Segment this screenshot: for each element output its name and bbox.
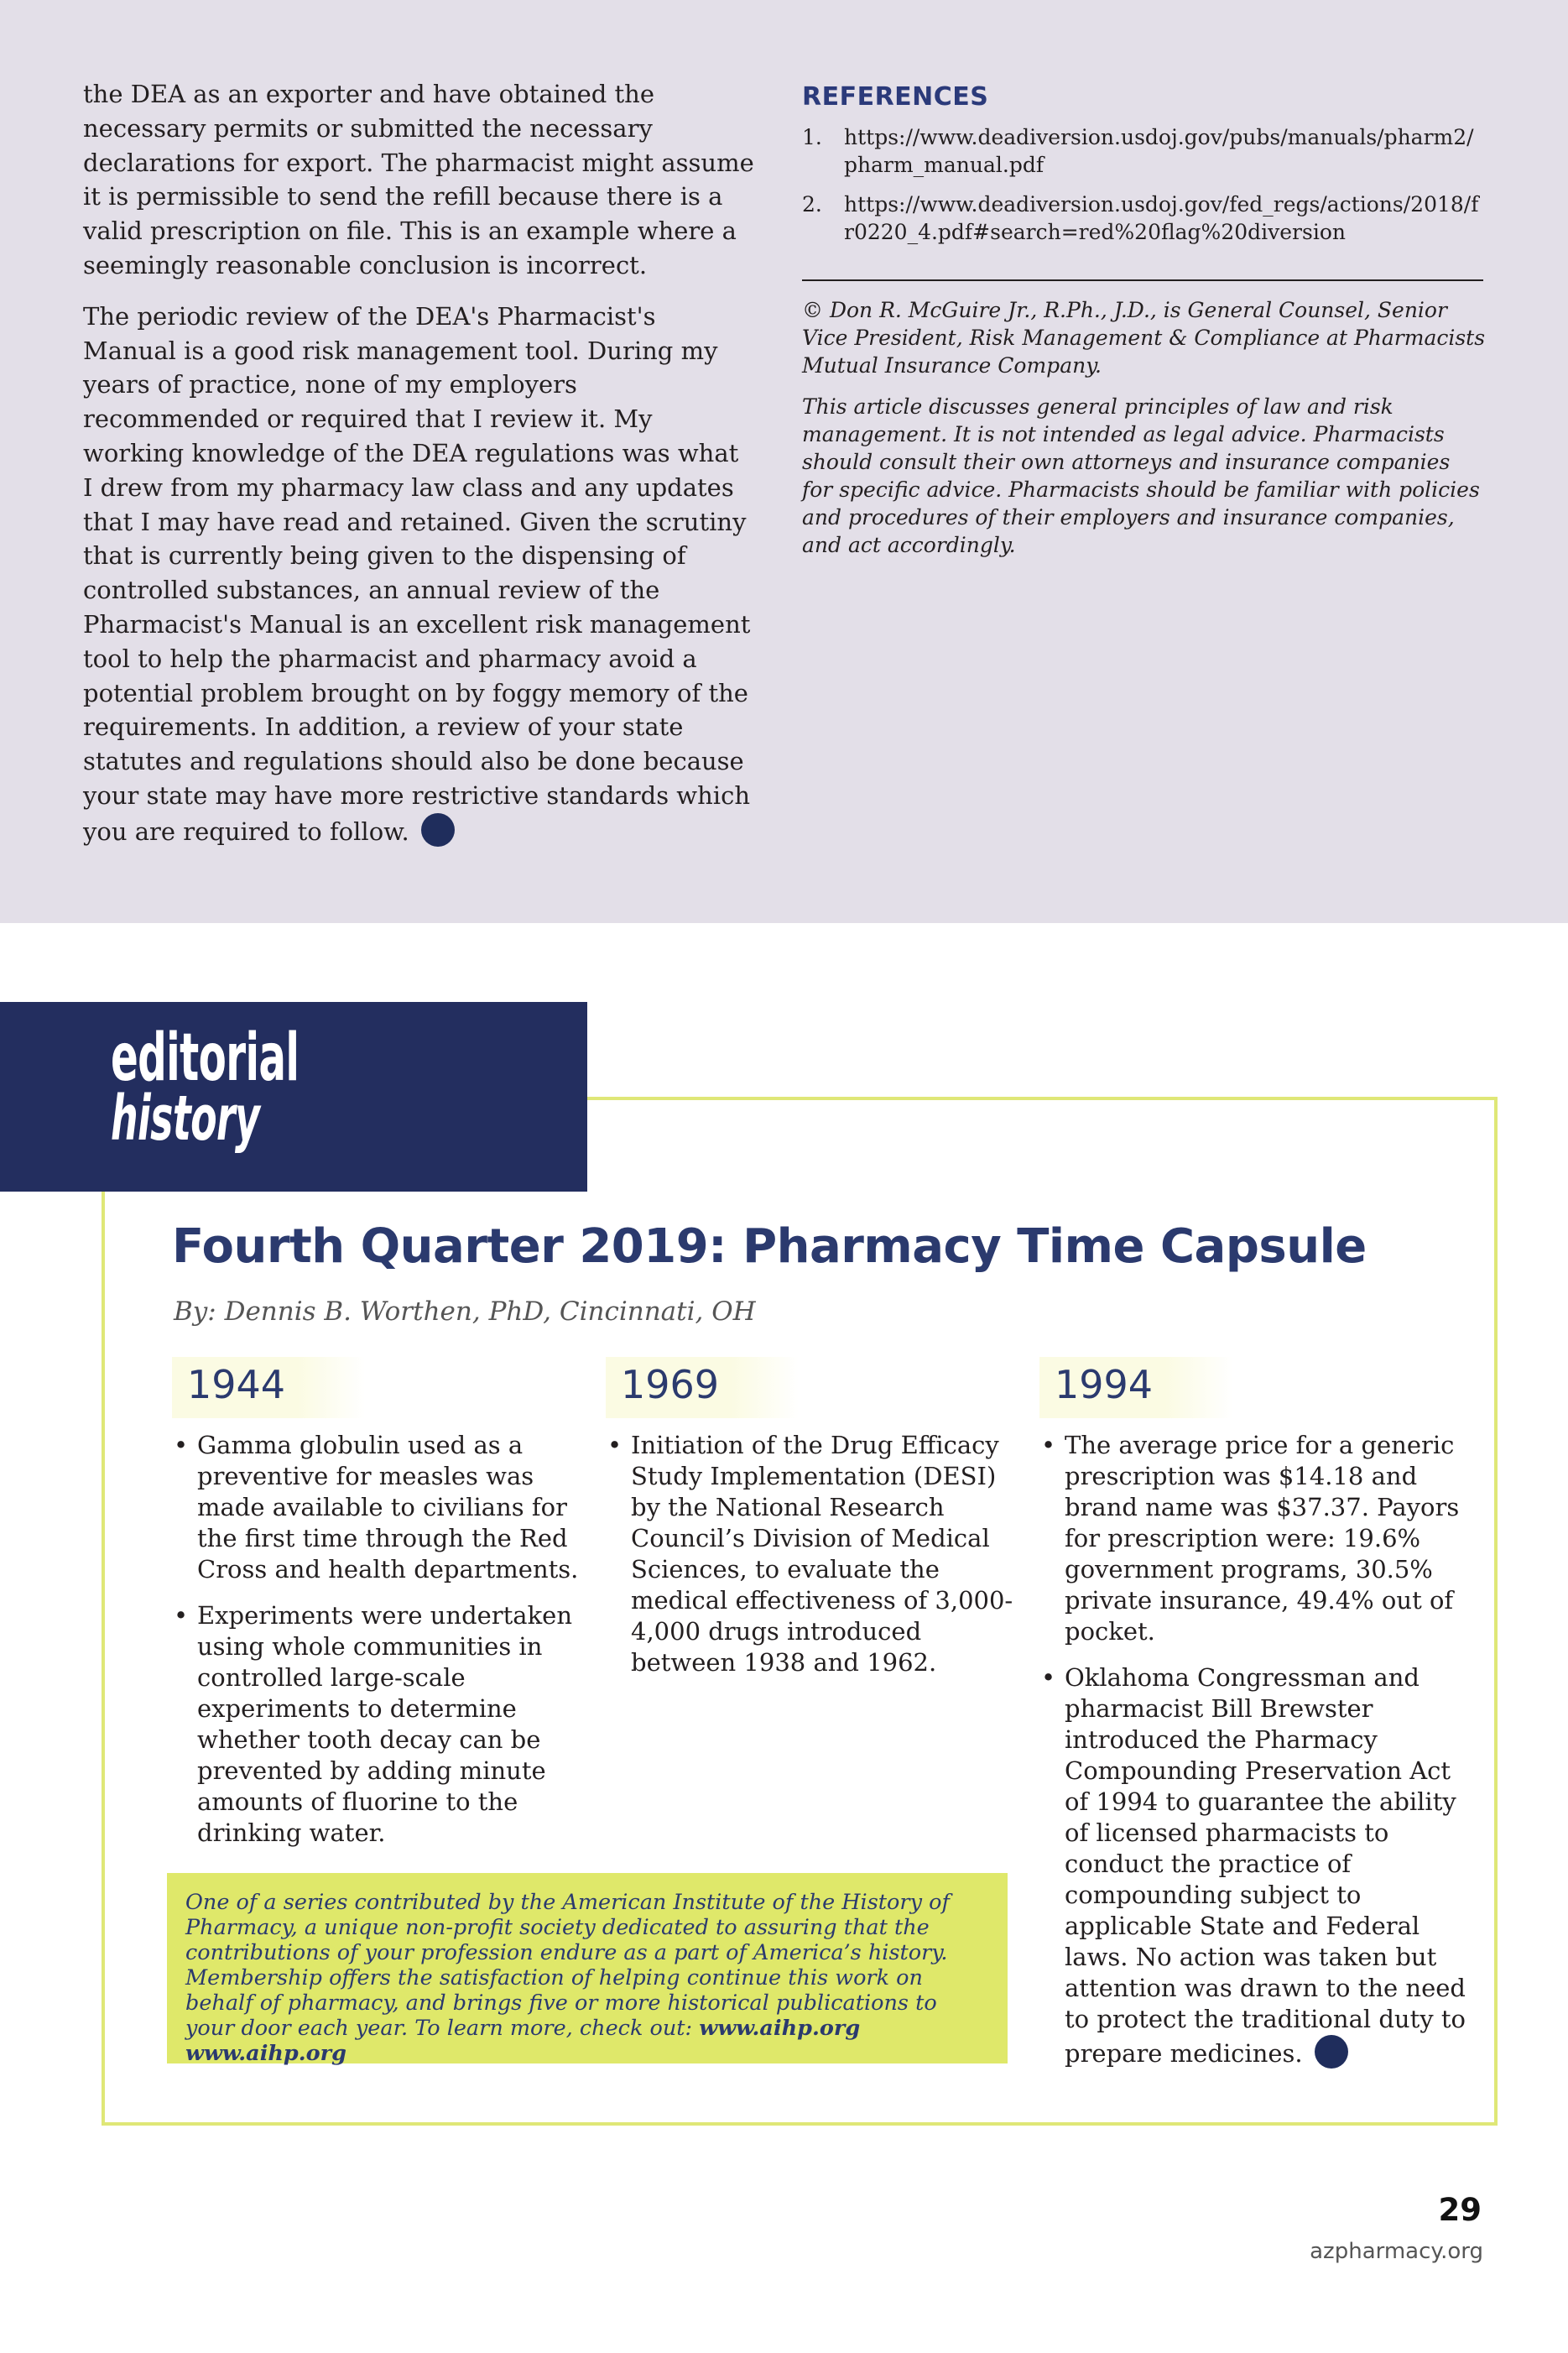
reference-number: 2. [802,192,822,217]
byline: By: Dennis B. Worthen, PhD, Cincinnati, OH [174,1296,756,1327]
year-column-1994 [1039,1357,1472,2084]
reference-url[interactable]: https://www.deadiversion.usdoj.gov/fed_regs/actions/2018/fr0220_4.pdf#search=red%20flag%20diversion [844,192,1479,244]
callout-link[interactable]: www.aihp.org www.aihp.org [185,2016,861,2066]
bullet-item: • The average price for a generic prescription was $14.18 and brand name was $37.37. Payors for prescription were: 19.6% government programs, 30.5% private insurance, 49.4% out of pocket. [1039,1430,1467,1647]
paragraph: the DEA as an exporter and have obtained the necessary permits or submitted the necessary declarations for export. The pharmacist might assume it is permissible to send the refill because there is a valid prescription on file. This is an example where a seemingly reasonable conclusion is incorrect. [83,80,754,279]
legal-disclaimer: This article discusses general principles of law and risk management. It is not intended as legal advice. Pharmacists should consult their own attorneys and insurance companies for specific advice. Pharmacists should be familiar with policies and procedures of their employers and insurance companies, and act accordingly. [802,394,1480,557]
bullet-text: Oklahoma Congressman and pharmacist Bill Brewster introduced the Pharmacy Compounding Preservation Act of 1994 to guarantee the ability of licensed pharmacists to conduct the practice of compounding subject to applicable State and Federal laws. No action was taken but attention was drawn to the need to protect the traditional duty to prepare medicines. [1065,1663,1466,2068]
reference-number: 1. [802,125,822,149]
divider-line [802,279,1483,281]
bullet-list [172,1430,604,1849]
bullet-item: • Gamma globulin used as a preventive for measles was made available to civilians for the first time through the Red Cross and health departments. [172,1430,591,1585]
site-url[interactable]: azpharmacy.org [1310,2239,1483,2264]
references-heading: REFERENCES [802,82,989,112]
aihp-callout-box [167,1873,1008,2066]
section-tag-line1: editorial [111,1020,300,1096]
section-tag-line2: history [111,1083,260,1155]
bullet-item: • Experiments were undertaken using whole communities in controlled large-scale experiments to determine whether tooth decay can be prevented by adding minute amounts of fluorine to the drinking water. [172,1600,591,1849]
section-tag [0,1002,587,1192]
year-column-1969 [606,1357,1038,1693]
references-list [802,123,1486,246]
year-label: 1944 [172,1357,365,1418]
bullet-item: • Initiation of the Drug Efficacy Study Implementation (DESI) by the National Research Council’s Division of Medical Sciences, to evaluate the medical effectiveness of 3,000-4,000 drugs introduced between 1938 and 1962. [606,1430,1025,1678]
callout-text: One of a series contributed by the American Institute of the History of Pharmacy, a unique non-profit society dedicated to assuring that the contributions of your profession endure as a part of America’s history. Membership offers the satisfaction of helping continue this work on behalf of pharmacy, and brings five or more historical publications to your door each year. To learn more, check out: [185,1890,950,2041]
bullet-list [1039,1430,1472,2069]
right-text-column [802,82,1486,559]
paragraph: The periodic review of the DEA's Pharmacist's Manual is a good risk management tool. During my years of practice, none of my employers recommended or required that I review it. My working knowledge of the DEA regulations was what I drew from my pharmacy law class and any updates that I may have read and retained. Given the scrutiny that is currently being given to the dispensing of controlled substances, an annual review of the Pharmacist's Manual is an excellent risk management tool to help the pharmacist and pharmacy avoid a potential problem brought on by foggy memory of the requirements. In addition, a review of your state statutes and regulations should also be done because your state may have more restrictive standards which you are required to follow. [83,301,751,846]
year-label: 1969 [606,1357,799,1418]
end-of-article-dot-icon [1315,2035,1348,2069]
author-credit: © Don R. McGuire Jr., R.Ph., J.D., is General Counsel, Senior Vice President, Risk Management & Compliance at Pharmacists Mutual Insurance Company. [802,298,1486,378]
left-text-column [83,77,754,866]
article-title: Fourth Quarter 2019: Pharmacy Time Capsule [172,1219,1367,1274]
end-of-article-dot-icon [421,813,455,847]
reference-item [802,190,1486,246]
bullet-list [606,1430,1038,1678]
reference-item [802,123,1486,179]
page-number: 29 [1438,2192,1482,2228]
year-label: 1994 [1039,1357,1232,1418]
bullet-item [1039,1662,1467,2069]
year-column-1944 [172,1357,604,1864]
reference-url[interactable]: https://www.deadiversion.usdoj.gov/pubs/manuals/pharm2/pharm_manual.pdf [844,125,1474,177]
